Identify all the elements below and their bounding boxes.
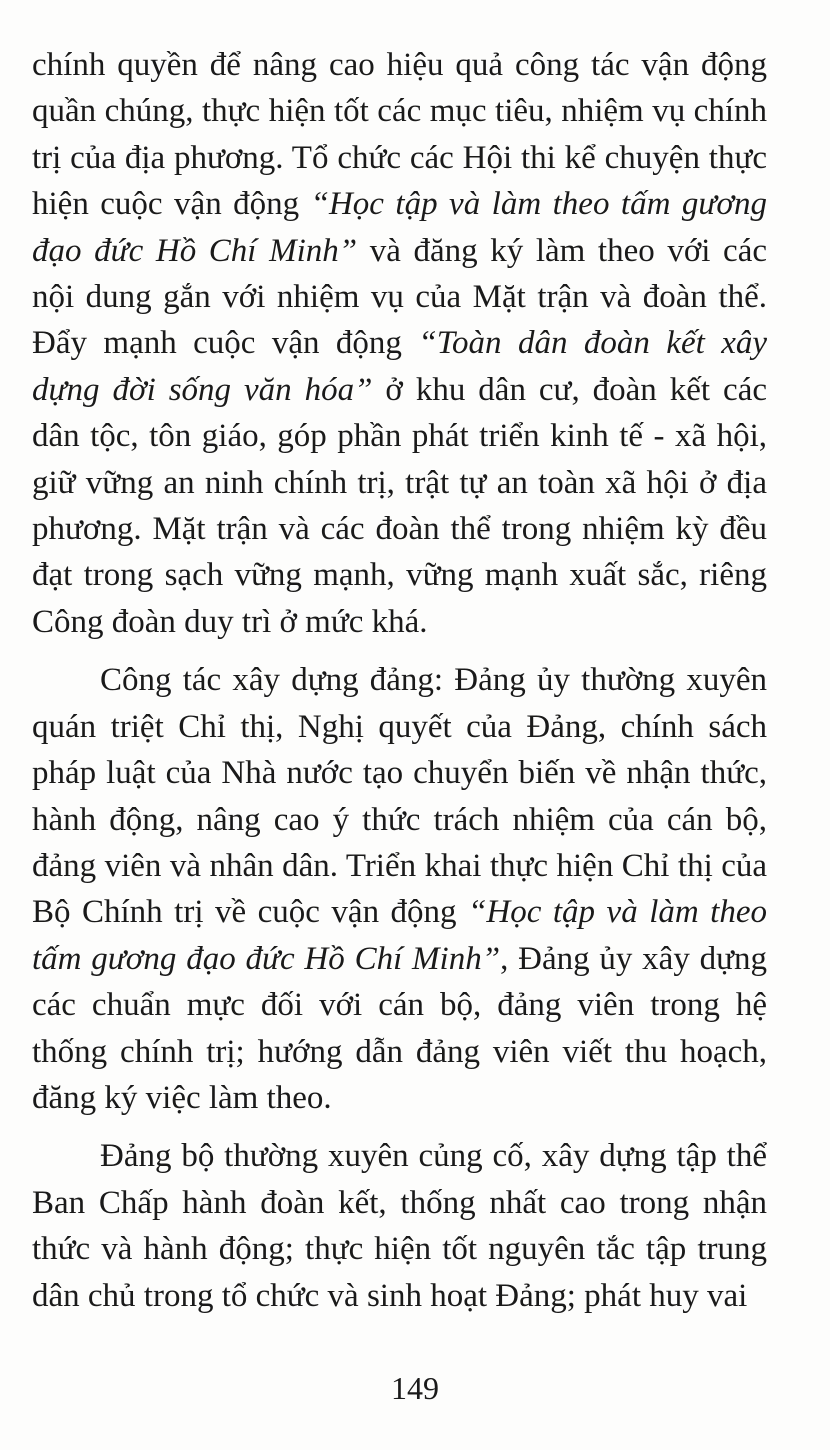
p2-text-1: Công tác xây dựng đảng: Đảng ủy thường xuyên quán triệt Chỉ thị, Nghị quyết của Đảng, chính sách pháp luật của Nhà nước tạo chuyển biến về nhận thức, hành động, nâng cao ý thức trách nhiệm của cán bộ, đảng viên và nhân dân. Triển khai thực hiện Chỉ thị của Bộ Chính trị về cuộc vận động [32, 662, 767, 931]
p1-text-1: chính quyền để nâng cao hiệu quả công tác vận động quần chúng, thực hiện tốt các mục tiêu, nhiệm vụ chính trị của địa phương. Tổ chức các Hội thi kể chuyện thực hiện cuộc vận động [32, 47, 767, 223]
paragraph-2 [32, 657, 767, 1121]
body-text [32, 42, 767, 1319]
paragraph-1 [32, 42, 767, 645]
page-number: 149 [391, 1370, 439, 1406]
p2-text-2: , Đảng ủy xây dựng các chuẩn mực đối với cán bộ, đảng viên trong hệ thống chính trị; hướng dẫn đảng viên viết thu hoạch, đăng ký việc làm theo. [32, 940, 768, 1116]
paragraph-3 [32, 1133, 767, 1319]
p1-quote-1: “Học tập và làm theo tấm gương đạo đức Hồ Chí Minh” [32, 186, 767, 269]
p1-text-2: và đăng ký làm theo với các nội dung gắn với nhiệm vụ của Mặt trận và đoàn thể. Đẩy mạnh cuộc vận động [32, 232, 767, 362]
p3-text-1: Đảng bộ thường xuyên củng cố, xây dựng tập thể Ban Chấp hành đoàn kết, thống nhất cao trong nhận thức và hành động; thực hiện tốt nguyên tắc tập trung dân chủ trong tổ chức và sinh hoạt Đảng; phát huy vai [32, 1138, 767, 1314]
p1-quote-2: “Toàn dân đoàn kết xây dựng đời sống văn hóa” [32, 325, 767, 408]
p1-text-3: ở khu dân cư, đoàn kết các dân tộc, tôn giáo, góp phần phát triển kinh tế - xã hội, giữ vững an ninh chính trị, trật tự an toàn xã hội ở địa phương. Mặt trận và các đoàn thể trong nhiệm kỳ đều đạt trong sạch vững mạnh, vững mạnh xuất sắc, riêng Công đoàn duy trì ở mức khá. [32, 371, 767, 640]
p2-quote-1: “Học tập và làm theo tấm gương đạo đức Hồ Chí Minh” [32, 894, 767, 977]
